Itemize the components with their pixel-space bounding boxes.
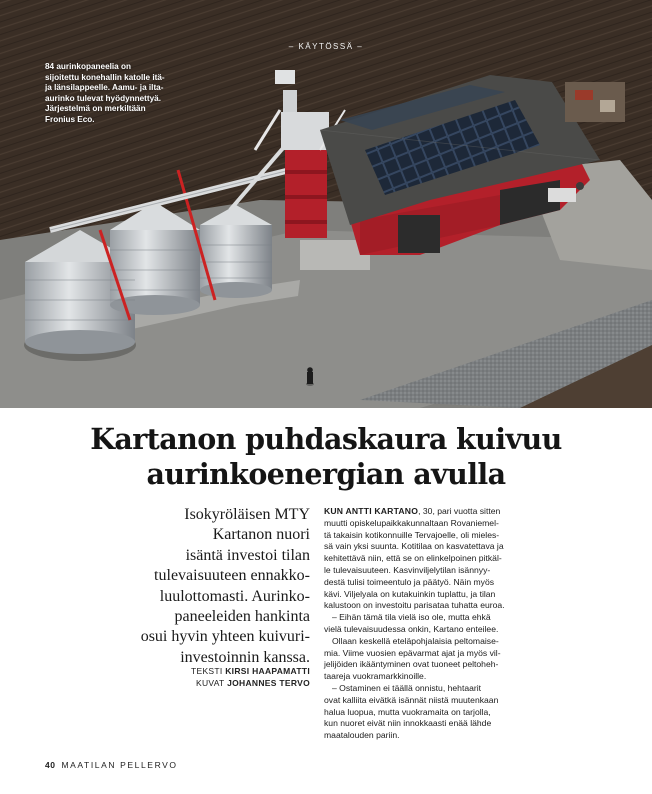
body-line: vielä tulevaisuudessa onkin, Kartano enteilee. — [324, 623, 499, 634]
body-line: kalustoon on investoitu parisataa tuhatta euroa. — [324, 600, 505, 611]
page-number: 40 — [45, 760, 56, 770]
text-credit-author: KIRSI HAAPAMATTI — [225, 666, 310, 676]
body-line: jelijöiden ikääntyminen ovat tuoneet peltoheh- — [324, 659, 499, 670]
body-line: maatalouden pariin. — [324, 730, 400, 741]
lead-paragraph — [120, 505, 310, 668]
body-line: muutti opiskelupaikkakunnaltaan Rovaniemel- — [324, 517, 499, 528]
body-line: kehitettävä niin, että se on elinkelpoinen pitkäl- — [324, 553, 502, 564]
body-line: tä takaisin kotikonnuille Tervajoelle, oli mieles- — [324, 529, 500, 540]
body-line: – Ostaminen ei täällä onnistu, hehtaarit — [332, 682, 482, 693]
body-line: taareja vuokramarkkinoille. — [324, 671, 427, 682]
body-line: Ollaan keskellä eteläpohjalaisia peltomaise- — [332, 635, 499, 646]
lead-line: Isokyröläisen MTY — [184, 506, 310, 523]
lead-line: isäntä investoi tilan — [185, 546, 310, 564]
body-lead-in: KUN ANTTI KARTANO — [324, 506, 419, 516]
lead-line: Kartanon nuori — [212, 526, 310, 544]
body-line: halua luopua, mutta vuokramaita on tarjolla, — [324, 706, 491, 717]
body-line: destä tulisi toimeentulo ja päätyö. Näin myös — [324, 576, 495, 587]
body-line: kun nuoret eivät niin innokkaasti enää lähde — [324, 718, 492, 729]
body-line: sä vain yksi suunta. Kotitilaa on kasvatettava ja — [324, 541, 504, 552]
magazine-name: MAATILAN PELLERVO — [61, 760, 178, 770]
text-credit — [150, 665, 310, 677]
photo-caption: 84 aurinkopaneelia on sijoitettu konehallin katolle itä- ja länsilappeelle. Aamu- ja ilta-aurinko tulevat hyödynnettyä. Järjestelmä on merkiltään Fronius Eco. — [45, 62, 165, 124]
photo-credit-author: JOHANNES TERVO — [227, 678, 310, 688]
lead-line: osui hyvin yhteen kuivuri- — [140, 628, 310, 646]
body-line: – Eihän tämä tila vielä iso ole, mutta ehkä — [332, 612, 491, 623]
article-body — [324, 506, 524, 742]
section-tag: – KÄYTÖSSÄ – — [288, 42, 364, 51]
body-first-line-rest: , 30, pari vuotta sitten — [418, 506, 501, 516]
lead-line: paneeleiden hankinta — [174, 608, 310, 626]
headline-line-2: aurinkoenergian avulla — [146, 457, 506, 491]
page-footer — [45, 760, 178, 770]
article-headline — [0, 422, 652, 492]
body-line: le tulevaisuuteen. Kasvinviljelytilan isännyy- — [324, 564, 491, 575]
body-line: mia. Viime vuosien epävarmat ajat ja myös vil- — [324, 647, 501, 658]
body-line: kävi. Viljelyala on kutakuinkin tuplattu, ja tilan — [324, 588, 496, 599]
body-line: ovat kalliita eivätkä isännät niistä muutenkaan — [324, 694, 499, 705]
photo-credit — [150, 677, 310, 689]
body-first-line — [324, 506, 524, 518]
lead-line: investoinnin kanssa. — [180, 648, 310, 666]
article-credits — [150, 665, 310, 689]
headline-line-1: Kartanon puhdaskaura kuivuu — [90, 422, 562, 456]
text-credit-label: TEKSTI — [191, 666, 223, 676]
photo-credit-label: KUVAT — [195, 678, 225, 688]
lead-line: luulottomasti. Aurinko- — [159, 587, 310, 605]
lead-line: tulevaisuuteen ennakko- — [154, 567, 310, 585]
